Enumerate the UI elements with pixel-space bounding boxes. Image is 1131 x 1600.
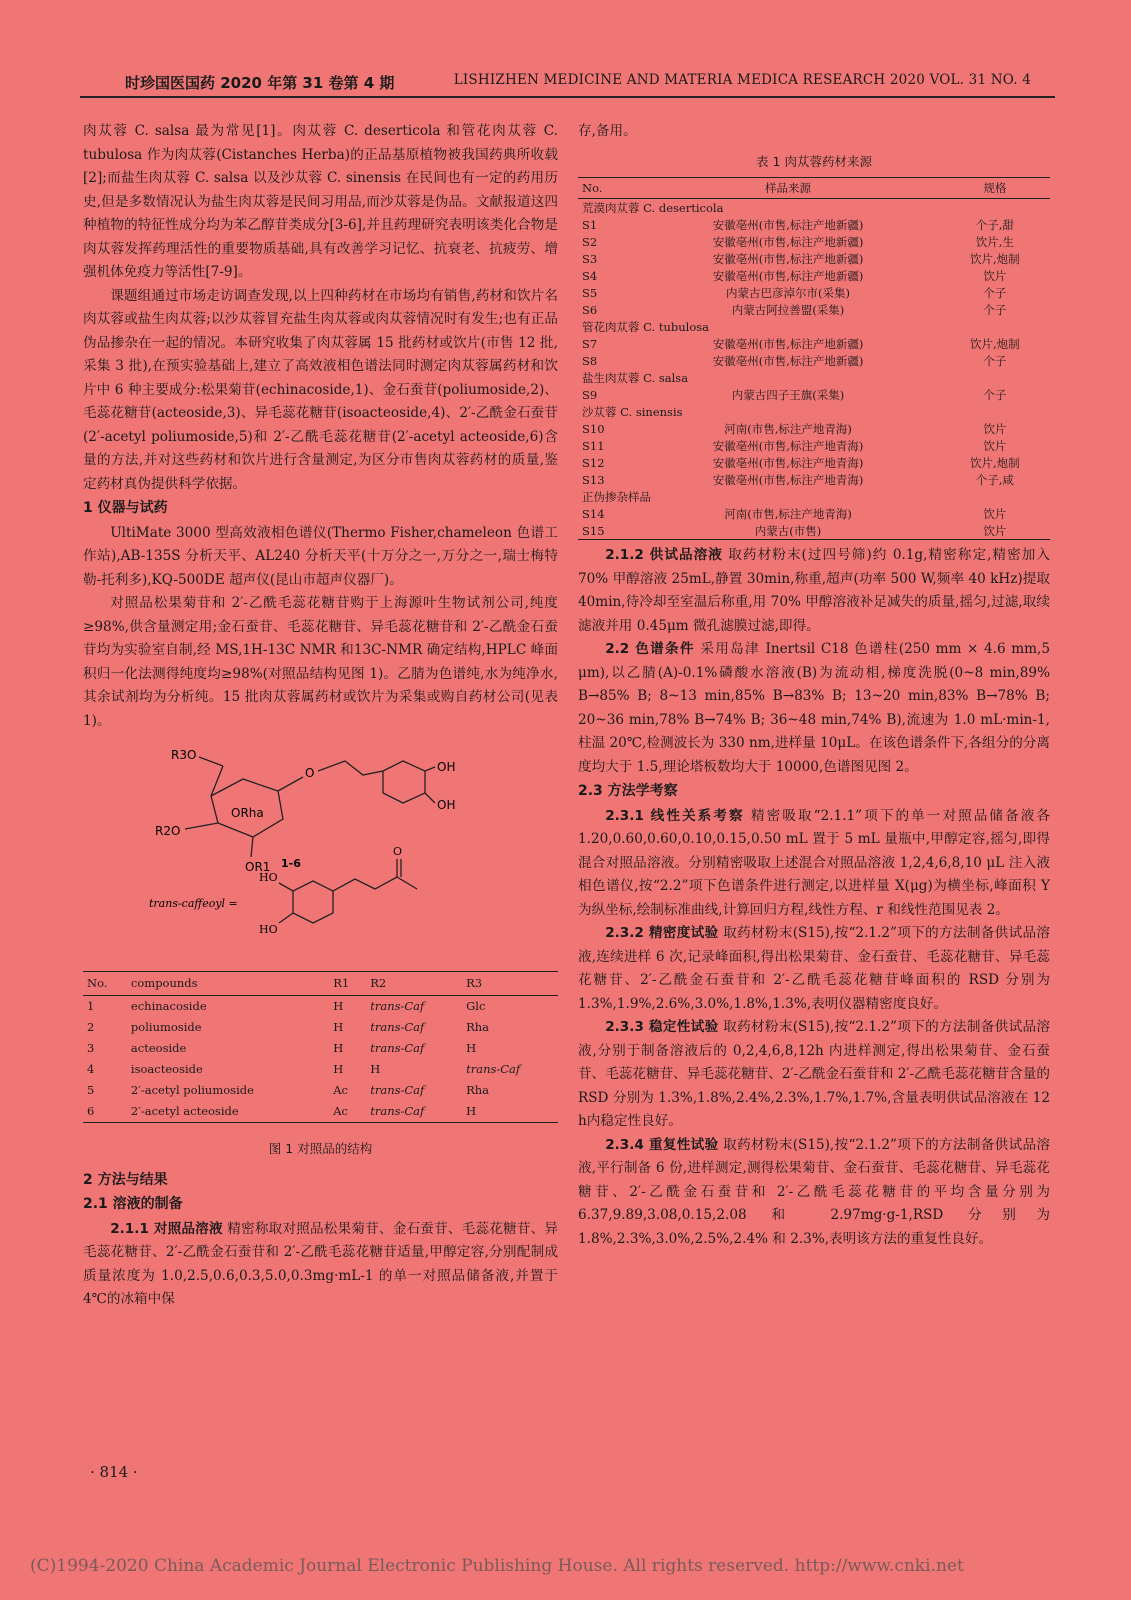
table-cell: 安徽亳州(市售,标注产地新疆) xyxy=(712,234,864,249)
sample-table-header: 规格 xyxy=(940,178,1050,199)
compound-table-header: R3 xyxy=(462,972,558,996)
table-cell: S10 xyxy=(582,421,605,436)
table-cell: S7 xyxy=(582,336,598,351)
table-cell: S13 xyxy=(582,472,605,487)
compound-table-header: compounds xyxy=(127,972,329,996)
journal-title-cn: 时珍国医国药 2020 年第 31 卷第 4 期 xyxy=(125,74,395,92)
table-cell: 安徽亳州(市售,标注产地新疆) xyxy=(712,251,864,266)
table-cell: 饮片 xyxy=(983,268,1007,283)
intro-paragraph-2: 课题组通过市场走访调查发现,以上四种药材在市场均有销售,药材和饮片名肉苁蓉或盐生肉苁蓉;以沙苁蓉冒充盐生肉苁蓉或肉苁蓉情况时有发生;也有正品伪品掺杂在一起的情况。本研究收集了肉苁蓉属 15 批药材或饮片(市售 12 批,采集 3 批),在预实验基础上,建立了高效液相色谱法同时测定肉苁蓉属药材和饮片中 6 种主要成分:松果菊苷(echinacoside,1)、金石蚕苷(poliumoside,2)、毛蕊花糖苷(acteoside,3)、异毛蕊花糖苷(isoacteoside,4)、2′-乙酰金石蚕苷(2′-acetyl poliumoside,5)和 2′-乙酰毛蕊花糖苷(2′-acetyl acteoside,6)含量的方法,并对这些药材和饮片进行含量测定,为区分市售肉苁蓉药材的质量,鉴定药材真伪提供科学依据。 xyxy=(83,287,558,492)
table-1-caption: 表 1 肉苁蓉药材来源 xyxy=(756,153,872,169)
compound-table-header: R1 xyxy=(329,972,366,996)
table-row xyxy=(578,267,1050,284)
table-cell: 个子 xyxy=(983,285,1007,300)
table-cell: 内蒙古四子王旗(采集) xyxy=(731,387,845,402)
subsection-2-3-4-title: 2.3.4 重复性试验 xyxy=(605,1136,719,1153)
section-heading-2: 2 方法与结果 xyxy=(83,1171,168,1188)
compound-table xyxy=(83,971,558,1123)
table-cell: H xyxy=(333,1062,344,1076)
table-cell: 4 xyxy=(87,1062,95,1076)
stability-paragraph: 取药材粉末(S15),按“2.1.2”项下的方法制备供试品溶液,分别于制备溶液后的 0,2,4,6,8,12h 内进样测定,得出松果菊苷、金石蚕苷、毛蕊花糖苷、异毛蕊花糖苷、2′-乙酰金石蚕苷和 2′-乙酰毛蕊花糖苷含量的 RSD 分别为 1.3%,1.8%,2.4%,2.3%,1.7%,1.7%,含量表明供试品溶液在 12 h内稳定性良好。 xyxy=(578,1019,1051,1129)
table-cell: Ac xyxy=(329,1101,366,1123)
table-cell: S14 xyxy=(582,506,605,521)
or1-label: OR1 xyxy=(245,860,271,874)
chromatography-paragraph: 采用岛津 Inertsil C18 色谱柱(250 mm × 4.6 mm,5 μm),以乙腈(A)-0.1%磷酸水溶液(B)为流动相,梯度洗脱(0~8 min,89% B→85% B; 8~13 min,85% B→83% B; 13~20 min,83% B→78% B; 20~36 min,78% B→74% B; 36~48 min,74% B),流速为 1.0 mL·min-1,柱温 20℃,检测波长为 330 nm,进样量 10μL。在该色谱条件下,各组分的分离度均大于 1.5,理论塔板数均大于 10000,色谱图见图 2。 xyxy=(578,641,1050,775)
table-group-row xyxy=(578,199,1050,217)
table-cell: 河南(市售,标注产地青海) xyxy=(724,421,852,436)
page-number: · 814 · xyxy=(90,1463,138,1481)
section-heading-2-3: 2.3 方法学考察 xyxy=(578,783,678,799)
compound-table-header: R2 xyxy=(366,972,462,996)
table-cell: 2′-acetyl acteoside xyxy=(127,1101,329,1123)
table-cell: 个子 xyxy=(983,302,1007,317)
table-cell: H xyxy=(462,1101,558,1123)
table-cell: 内蒙古巴彦淖尔市(采集) xyxy=(726,285,851,300)
section-heading-2-1: 2.1 溶液的制备 xyxy=(83,1196,183,1212)
table-cell: 安徽亳州(市售,标注产地青海) xyxy=(712,472,864,487)
sample-table-header: 样品来源 xyxy=(636,178,939,199)
table-cell: S1 xyxy=(582,217,598,232)
reference-solution-paragraph: 精密称取对照品松果菊苷、金石蚕苷、毛蕊花糖苷、异毛蕊花糖苷、2′-乙酰金石蚕苷和 2′-乙酰毛蕊花糖苷适量,甲醇定容,分别配制成质量浓度为 1.0,2.5,0.6,0.3,5.0,0.3mg·mL-1 的单一对照品储备液,并置于 4℃的冰箱中保 xyxy=(83,1220,558,1307)
table-cell: 安徽亳州(市售,标注产地青海) xyxy=(712,455,864,470)
group-label: 盐生肉苁蓉 C. salsa xyxy=(582,370,689,385)
table-cell: H xyxy=(466,1041,477,1055)
subsection-2-2-title: 2.2 色谱条件 xyxy=(605,641,695,657)
continuation-text: 存,备用。 xyxy=(578,123,637,139)
subsection-2-1-1-title: 2.1.1 对照品溶液 xyxy=(110,1220,223,1237)
precision-paragraph: 取药材粉末(S15),按“2.1.2”项下的方法制备供试品溶液,连续进样 6 次,记录峰面积,得出松果菊苷、金石蚕苷、毛蕊花糖苷、异毛蕊花糖苷、2′-乙酰金石蚕苷和 2′-乙酰毛蕊花糖苷峰面积的 RSD 分别为 1.3%,1.9%,2.6%,3.0%,1.8%,1.3%,表明仪器精密度良好。 xyxy=(578,925,1051,1012)
table-cell: trans-Caf xyxy=(370,999,425,1013)
table-group-row xyxy=(578,318,1050,335)
group-label: 荒漠肉苁蓉 C. deserticola xyxy=(582,200,724,215)
table-row xyxy=(83,1059,558,1080)
group-label: 管花肉苁蓉 C. tubulosa xyxy=(582,319,710,334)
table-cell: 2′-acetyl poliumoside xyxy=(130,1083,254,1097)
r3o-label: R3O xyxy=(171,748,197,762)
table-cell: S2 xyxy=(582,234,598,249)
table-row xyxy=(578,250,1050,267)
test-solution-paragraph: 取药材粉末(过四号筛)约 0.1g,精密称定,精密加入 70% 甲醇溶液 25mL,静置 30min,称重,超声(功率 500 W,频率 40 kHz)提取 40min,待冷却至室温后称重,用 70% 甲醇溶液补足减失的质量,摇匀,过滤,取续滤液并用 0.45μm 微孔滤膜过滤,即得。 xyxy=(578,547,1050,634)
table-cell: S12 xyxy=(582,455,605,470)
subsection-2-1-2-title: 2.1.2 供试品溶液 xyxy=(605,547,723,563)
table-cell: trans-Caf xyxy=(366,1101,462,1123)
ho-label-2: HO xyxy=(259,923,278,936)
table-cell: H xyxy=(333,1041,344,1055)
table-cell: 安徽亳州(市售,标注产地新疆) xyxy=(712,336,864,351)
table-cell: 个子,咸 xyxy=(975,472,1014,487)
table-group-row xyxy=(578,369,1050,386)
running-header xyxy=(0,72,1131,94)
oh-label-2: OH xyxy=(437,798,456,812)
table-cell: 饮片 xyxy=(940,522,1050,540)
table-cell: S9 xyxy=(582,387,598,402)
table-cell: 内蒙古阿拉善盟(采集) xyxy=(731,302,845,317)
table-cell: 饮片,炮制 xyxy=(970,455,1020,470)
compound-range-label: 1-6 xyxy=(281,857,301,870)
group-label: 正伪掺杂样品 xyxy=(582,489,651,504)
table-cell: 安徽亳州(市售,标注产地青海) xyxy=(712,438,864,453)
structure-drawing xyxy=(83,741,558,971)
table-cell: 个子 xyxy=(983,387,1007,402)
table-cell: trans-Caf xyxy=(370,1020,425,1034)
table-cell: poliumoside xyxy=(130,1020,202,1034)
table-cell: trans-Caf xyxy=(466,1062,521,1076)
table-cell: 饮片,炮制 xyxy=(970,336,1020,351)
table-row xyxy=(578,233,1050,250)
table-row xyxy=(578,352,1050,369)
table-cell: 安徽亳州(市售,标注产地新疆) xyxy=(712,217,864,232)
copyright-footer: (C)1994-2020 China Academic Journal Electronic Publishing House. All rights reserved. http://www.cnki.net xyxy=(30,1556,964,1576)
left-column xyxy=(83,120,558,1312)
table-cell: H xyxy=(333,999,344,1013)
linearity-paragraph: 精密吸取“2.1.1”项下的单一对照品储备液各 1.20,0.60,0.60,0.10,0.15,0.50 mL 置于 5 mL 量瓶中,甲醇定容,摇匀,即得混合对照品溶液。分别精密吸取上述混合对照品溶液 1,2,4,6,8,10 μL 注入液相色谱仪,按“2.2”项下色谱条件进行测定,以进样量 X(μg)为横坐标,峰面积 Y 为纵坐标,绘制标准曲线,计算回归方程,线性方程、r 和线性范围见表 2。 xyxy=(578,807,1050,918)
subsection-2-3-3-title: 2.3.3 稳定性试验 xyxy=(605,1019,719,1035)
table-cell: Rha xyxy=(466,1083,490,1097)
chemical-structure-figure xyxy=(83,741,558,971)
figure-1-caption: 图 1 对照品的结构 xyxy=(268,1141,373,1156)
table-cell: Ac xyxy=(333,1083,348,1097)
table-cell: 5 xyxy=(87,1083,95,1097)
table-row xyxy=(578,420,1050,437)
table-cell: Rha xyxy=(466,1020,490,1034)
sample-table-header: No. xyxy=(578,178,636,199)
carbonyl-o-label: O xyxy=(393,845,403,858)
table-cell: S8 xyxy=(582,353,598,368)
table-row xyxy=(578,522,1050,540)
table-row xyxy=(578,386,1050,403)
repeatability-paragraph: 取药材粉末(S15),按“2.1.2”项下的方法制备供试品溶液,平行制备 6 份,进样测定,测得松果菊苷、金石蚕苷、毛蕊花糖苷、异毛蕊花糖苷、2′-乙酰金石蚕苷和 2′-乙酰毛蕊花糖苷的平均含量分别为 6.37,9.89,3.08,0.15,2.08 和 2.97mg·g-1,RSD 分别为 1.8%,2.3%,3.0%,2.5%,2.4% 和 2.3%,表明该方法的重复性良好。 xyxy=(578,1136,1051,1247)
table-row xyxy=(578,505,1050,522)
table-cell: isoacteoside xyxy=(130,1062,203,1076)
table-cell: trans-Caf xyxy=(370,1083,425,1097)
table-cell: 饮片 xyxy=(983,506,1007,521)
table-cell: 安徽亳州(市售,标注产地新疆) xyxy=(712,353,864,368)
ho-label-1: HO xyxy=(259,871,278,884)
table-cell: trans-Caf xyxy=(370,1041,425,1055)
table-cell: S5 xyxy=(582,285,598,300)
table-cell: S11 xyxy=(582,438,605,453)
table-cell: S3 xyxy=(582,251,598,266)
r2o-label: R2O xyxy=(155,824,181,838)
reagent-paragraph: 对照品松果菊苷和 2′-乙酰毛蕊花糖苷购于上海源叶生物试剂公司,纯度≥98%,供含量测定用;金石蚕苷、毛蕊花糖苷、异毛蕊花糖苷和 2′-乙酰金石蚕苷均为实验室自制,经 MS,1H-13C NMR 和13C-NMR 确定结构,HPLC 峰面积归一化法测得纯度均≥98%(对照品结构见图 1)。乙腈为色谱纯,水为纯净水,其余试剂均为分析纯。15 批肉苁蓉属药材或饮片为采集或购自药材公司(见表 1)。 xyxy=(83,595,558,729)
table-cell: echinacoside xyxy=(130,999,207,1013)
table-cell: acteoside xyxy=(130,1041,187,1055)
table-row xyxy=(578,335,1050,352)
instrument-paragraph: UltiMate 3000 型高效液相色谱仪(Thermo Fisher,chameleon 色谱工作站),AB-135S 分析天平、AL240 分析天平(十万分之一,万分之一,瑞士梅特勒-托利多),KQ-500DE 超声仪(昆山市超声仪器厂)。 xyxy=(83,524,558,588)
table-row xyxy=(83,1038,558,1059)
table-cell: 6 xyxy=(83,1101,127,1123)
table-cell: H xyxy=(333,1020,344,1034)
header-rule xyxy=(80,96,1055,98)
table-group-row xyxy=(578,403,1050,420)
table-row xyxy=(83,1080,558,1101)
table-cell: 安徽亳州(市售,标注产地新疆) xyxy=(712,268,864,283)
ring-oxygen-label: O xyxy=(305,766,315,780)
compound-table-header: No. xyxy=(83,972,127,996)
table-cell: 3 xyxy=(87,1041,95,1055)
group-label: 沙苁蓉 C. sinensis xyxy=(582,404,683,419)
table-row xyxy=(83,996,558,1018)
table-cell: 饮片,炮制 xyxy=(970,251,1020,266)
table-cell: Glc xyxy=(466,999,486,1013)
table-cell: 饮片 xyxy=(983,438,1007,453)
table-row xyxy=(578,216,1050,233)
table-cell: 内蒙古(市售) xyxy=(636,522,939,540)
table-cell: S6 xyxy=(582,302,598,317)
section-heading-1: 1 仪器与试药 xyxy=(83,500,168,516)
table-row xyxy=(578,454,1050,471)
subsection-2-3-1-title: 2.3.1 线性关系考察 xyxy=(605,807,745,824)
right-column xyxy=(578,120,1050,1251)
table-cell: S15 xyxy=(578,522,636,540)
table-row xyxy=(578,301,1050,318)
table-cell: 个子 xyxy=(983,353,1007,368)
table-row xyxy=(83,1101,558,1123)
table-cell: 个子,甜 xyxy=(975,217,1014,232)
table-cell: H xyxy=(370,1062,381,1076)
table-row xyxy=(578,437,1050,454)
table-group-row xyxy=(578,488,1050,505)
sample-source-table xyxy=(578,177,1050,540)
journal-title-en: LISHIZHEN MEDICINE AND MATERIA MEDICA RESEARCH 2020 VOL. 31 NO. 4 xyxy=(453,72,1031,88)
table-cell: 2 xyxy=(87,1020,95,1034)
table-cell: 河南(市售,标注产地青海) xyxy=(724,506,852,521)
table-cell: 饮片 xyxy=(983,421,1007,436)
intro-paragraph-1: 肉苁蓉 C. salsa 最为常见[1]。肉苁蓉 C. deserticola 和管花肉苁蓉 C. tubulosa 作为肉苁蓉(Cistanches Herba)的正品基原植物被我国药典所收载[2];而盐生肉苁蓉 C. salsa 以及沙苁蓉 C. sinensis 在民间也有一定的药用历史,但是多数情况认为盐生肉苁蓉是民间习用品,而沙苁蓉是伪品。文献报道这四种植物的特征性成分均为苯乙醇苷类成分[3-6],并且药理研究表明该类化合物是肉苁蓉发挥药理活性的重要物质基础,具有改善学习记忆、抗衰老、抗疲劳、增强机体免疫力等活性[7-9]。 xyxy=(83,123,558,280)
table-cell: 饮片,生 xyxy=(975,234,1014,249)
oh-label-1: OH xyxy=(437,760,456,774)
caffeoyl-label: trans-caffeoyl = xyxy=(149,897,238,910)
table-row xyxy=(83,1017,558,1038)
orha-label: ORha xyxy=(231,806,264,820)
table-cell: S4 xyxy=(582,268,598,283)
table-cell: 1 xyxy=(87,999,95,1013)
table-row xyxy=(578,471,1050,488)
subsection-2-3-2-title: 2.3.2 精密度试验 xyxy=(605,925,719,941)
table-row xyxy=(578,284,1050,301)
